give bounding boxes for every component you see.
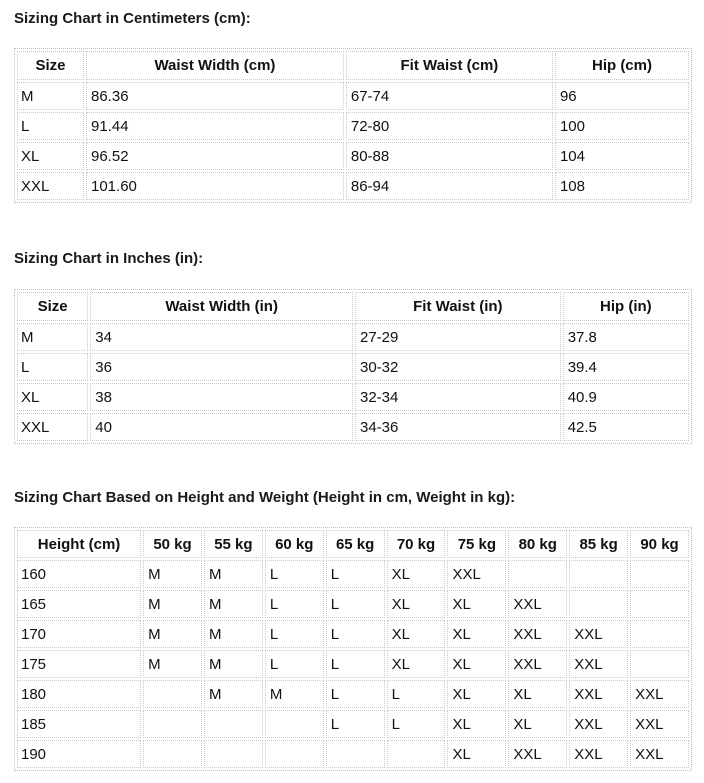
table-row: [17, 353, 689, 381]
table-row: [17, 560, 689, 588]
table-cell: XXL: [508, 740, 567, 768]
table-cell: [630, 650, 689, 678]
table-cell: XXL: [569, 620, 628, 648]
column-header: 90 kg: [630, 530, 689, 558]
table-row: [17, 740, 689, 768]
column-header: 75 kg: [447, 530, 506, 558]
table-cell: L: [326, 680, 385, 708]
row-label-cell: L: [17, 112, 84, 140]
table-cell: XL: [387, 620, 446, 648]
table-cell: 91.44: [86, 112, 344, 140]
table-cell: M: [204, 620, 263, 648]
height-weight-table: [14, 527, 692, 771]
table-cell: XL: [508, 710, 567, 738]
table-cell: [569, 590, 628, 618]
table-cell: XXL: [630, 680, 689, 708]
table-cell: XL: [447, 650, 506, 678]
row-label-cell: 190: [17, 740, 141, 768]
table-cell: M: [204, 560, 263, 588]
table-cell: XL: [447, 590, 506, 618]
column-header: Hip (in): [563, 292, 689, 321]
row-label-cell: 170: [17, 620, 141, 648]
hw-chart-title: Sizing Chart Based on Height and Weight (Height in cm, Weight in kg):: [14, 489, 516, 506]
table-cell: 40.9: [563, 383, 689, 411]
column-header: Size: [17, 51, 84, 80]
table-cell: XXL: [508, 590, 567, 618]
table-row: [17, 413, 689, 441]
column-header: Waist Width (in): [90, 292, 353, 321]
table-cell: L: [265, 650, 324, 678]
table-cell: [569, 560, 628, 588]
table-cell: XXL: [508, 620, 567, 648]
table-row: [17, 710, 689, 738]
row-label-cell: 160: [17, 560, 141, 588]
table-cell: [143, 680, 202, 708]
in-size-table: [14, 289, 692, 444]
table-cell: XL: [387, 590, 446, 618]
table-cell: 108: [555, 172, 689, 200]
table-row: [17, 323, 689, 351]
table-cell: 96: [555, 82, 689, 110]
table-cell: M: [143, 560, 202, 588]
table-row: [17, 620, 689, 648]
table-cell: 96.52: [86, 142, 344, 170]
table-cell: XL: [447, 680, 506, 708]
table-cell: 42.5: [563, 413, 689, 441]
table-cell: 40: [90, 413, 353, 441]
header-row: [17, 292, 689, 321]
column-header: 55 kg: [204, 530, 263, 558]
table-cell: M: [143, 590, 202, 618]
table-cell: 27-29: [355, 323, 561, 351]
table-cell: 101.60: [86, 172, 344, 200]
row-label-cell: XL: [17, 383, 88, 411]
table-cell: [143, 740, 202, 768]
table-cell: [326, 740, 385, 768]
table-cell: 86-94: [346, 172, 553, 200]
table-cell: [630, 620, 689, 648]
table-cell: [508, 560, 567, 588]
row-label-cell: 175: [17, 650, 141, 678]
row-label-cell: XXL: [17, 413, 88, 441]
table-cell: L: [387, 710, 446, 738]
header-row: [17, 530, 689, 558]
table-row: [17, 383, 689, 411]
table-cell: M: [204, 650, 263, 678]
table-cell: 36: [90, 353, 353, 381]
cm-size-table: [14, 48, 692, 203]
row-label-cell: M: [17, 323, 88, 351]
table-cell: L: [326, 710, 385, 738]
table-cell: 67-74: [346, 82, 553, 110]
table-cell: 80-88: [346, 142, 553, 170]
table-cell: 34-36: [355, 413, 561, 441]
table-cell: L: [265, 590, 324, 618]
table-cell: L: [265, 560, 324, 588]
header-row: [17, 51, 689, 80]
table-cell: XXL: [630, 710, 689, 738]
row-label-cell: M: [17, 82, 84, 110]
table-cell: XL: [447, 710, 506, 738]
table-cell: 72-80: [346, 112, 553, 140]
row-label-cell: 165: [17, 590, 141, 618]
column-header: Height (cm): [17, 530, 141, 558]
table-row: [17, 172, 689, 200]
in-chart-title: Sizing Chart in Inches (in):: [14, 250, 204, 267]
column-header: Waist Width (cm): [86, 51, 344, 80]
table-cell: [630, 590, 689, 618]
table-cell: 100: [555, 112, 689, 140]
table-cell: XL: [447, 620, 506, 648]
table-cell: XL: [387, 560, 446, 588]
table-cell: XL: [508, 680, 567, 708]
table-cell: XL: [387, 650, 446, 678]
column-header: 70 kg: [387, 530, 446, 558]
table-cell: 104: [555, 142, 689, 170]
table-cell: L: [326, 620, 385, 648]
table-cell: M: [143, 650, 202, 678]
table-cell: [387, 740, 446, 768]
table-row: [17, 680, 689, 708]
row-label-cell: XL: [17, 142, 84, 170]
column-header: 85 kg: [569, 530, 628, 558]
table-cell: 38: [90, 383, 353, 411]
table-cell: [143, 710, 202, 738]
table-cell: M: [265, 680, 324, 708]
table-cell: 86.36: [86, 82, 344, 110]
column-header: 80 kg: [508, 530, 567, 558]
table-row: [17, 590, 689, 618]
table-cell: XXL: [569, 710, 628, 738]
table-cell: L: [326, 590, 385, 618]
table-cell: 32-34: [355, 383, 561, 411]
table-cell: XXL: [569, 650, 628, 678]
table-row: [17, 650, 689, 678]
table-cell: XXL: [508, 650, 567, 678]
table-cell: [204, 740, 263, 768]
table-cell: L: [326, 650, 385, 678]
table-cell: XL: [447, 740, 506, 768]
column-header: Size: [17, 292, 88, 321]
table-cell: XXL: [569, 740, 628, 768]
table-cell: L: [387, 680, 446, 708]
table-cell: [265, 710, 324, 738]
table-cell: XXL: [447, 560, 506, 588]
column-header: Fit Waist (in): [355, 292, 561, 321]
column-header: 50 kg: [143, 530, 202, 558]
table-cell: 34: [90, 323, 353, 351]
table-row: [17, 82, 689, 110]
row-label-cell: 180: [17, 680, 141, 708]
column-header: 65 kg: [326, 530, 385, 558]
column-header: Hip (cm): [555, 51, 689, 80]
cm-chart-title: Sizing Chart in Centimeters (cm):: [14, 10, 251, 27]
table-row: [17, 142, 689, 170]
table-cell: 37.8: [563, 323, 689, 351]
column-header: Fit Waist (cm): [346, 51, 553, 80]
column-header: 60 kg: [265, 530, 324, 558]
table-cell: [630, 560, 689, 588]
table-cell: M: [204, 680, 263, 708]
table-cell: 39.4: [563, 353, 689, 381]
row-label-cell: L: [17, 353, 88, 381]
table-cell: XXL: [630, 740, 689, 768]
table-cell: [265, 740, 324, 768]
table-cell: M: [143, 620, 202, 648]
table-cell: [204, 710, 263, 738]
table-cell: L: [326, 560, 385, 588]
table-cell: M: [204, 590, 263, 618]
row-label-cell: 185: [17, 710, 141, 738]
table-cell: L: [265, 620, 324, 648]
table-cell: 30-32: [355, 353, 561, 381]
table-cell: XXL: [569, 680, 628, 708]
row-label-cell: XXL: [17, 172, 84, 200]
table-row: [17, 112, 689, 140]
